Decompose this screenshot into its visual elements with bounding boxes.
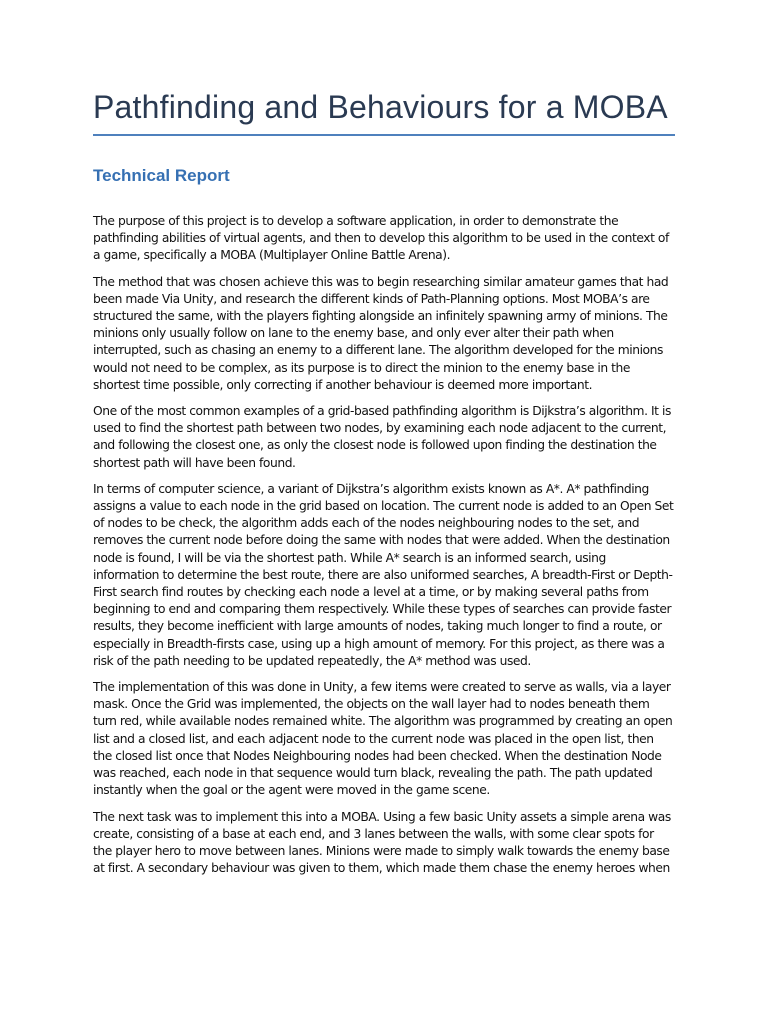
paragraph: The method that was chosen achieve this was to begin researching similar amateur games that had been made Via Unity, and research the different kinds of Path-Planning options. Most MOBA’s are structured the same, with the players fighting alongside an infinitely spawning army of minions. The minions only usually follow on lane to the enemy base, and only ever alter their path when interrupted, such as chasing an enemy to a different lane. The algorithm developed for the minions would not need to be complex, as its purpose is to direct the minion to the enemy base in the shortest time possible, only correcting if another behaviour is deemed more important. xyxy=(93,274,669,392)
document-title: Pathfinding and Behaviours for a MOBA xyxy=(93,89,668,125)
paragraph: One of the most common examples of a grid-based pathfinding algorithm is Dijkstra’s algorithm. It is used to find the shortest path between two nodes, by examining each node adjacent to the current, and following the closest one, as only the closest node is followed upon finding the destination the shortest path will have been found. xyxy=(93,404,671,470)
paragraph: The implementation of this was done in Unity, a few items were created to serve as walls, via a layer mask. Once the Grid was implemented, the objects on the wall layer had to nodes beneath them turn red, while available nodes remained white. The algorithm was programmed by creating an open list and a closed list, and each adjacent node to the current node was placed in the open list, then the closed list once that Nodes Neighbouring nodes had been checked. When the destination Node was reached, each node in that sequence would turn black, revealing the path. The path updated instantly when the goal or the agent were moved in the game scene. xyxy=(93,680,673,798)
document-body xyxy=(93,213,675,877)
document-subtitle: Technical Report xyxy=(93,166,230,185)
title-divider xyxy=(93,134,675,136)
paragraph: The next task was to implement this into a MOBA. Using a few basic Unity assets a simple arena was create, consisting of a base at each end, and 3 lanes between the walls, with some clear spots for the player hero to move between lanes. Minions were made to simply walk towards the enemy base at first. A secondary behaviour was given to them, which made them chase the enemy heroes when xyxy=(93,809,671,876)
paragraph: The purpose of this project is to develop a software application, in order to demonstrate the pathfinding abilities of virtual agents, and then to develop this algorithm to be used in the context of a game, specifically a MOBA (Multiplayer Online Battle Arena). xyxy=(93,214,669,263)
paragraph: In terms of computer science, a variant of Dijkstra’s algorithm exists known as A*. A* pathfinding assigns a value to each node in the grid based on location. The current node is added to an Open Set of nodes to be check, the algorithm adds each of the nodes neighbouring nodes to the set, and removes the current node before doing the same with nodes that were added. When the destination node is found, I will be via the shortest path. While A* search is an informed search, using information to determine the best route, there are also uniformed searches, A breadth-First or Depth-First search find routes by checking each node a level at a time, or by making several paths from beginning to end and comparing them respectively. While these types of searches can provide faster results, they become inefficient with large amounts of nodes, taking much longer to find a route, or especially in Breadth-firsts case, using up a high amount of memory. For this project, as there was a risk of the path needing to be updated repeatedly, the A* method was used. xyxy=(93,481,674,668)
